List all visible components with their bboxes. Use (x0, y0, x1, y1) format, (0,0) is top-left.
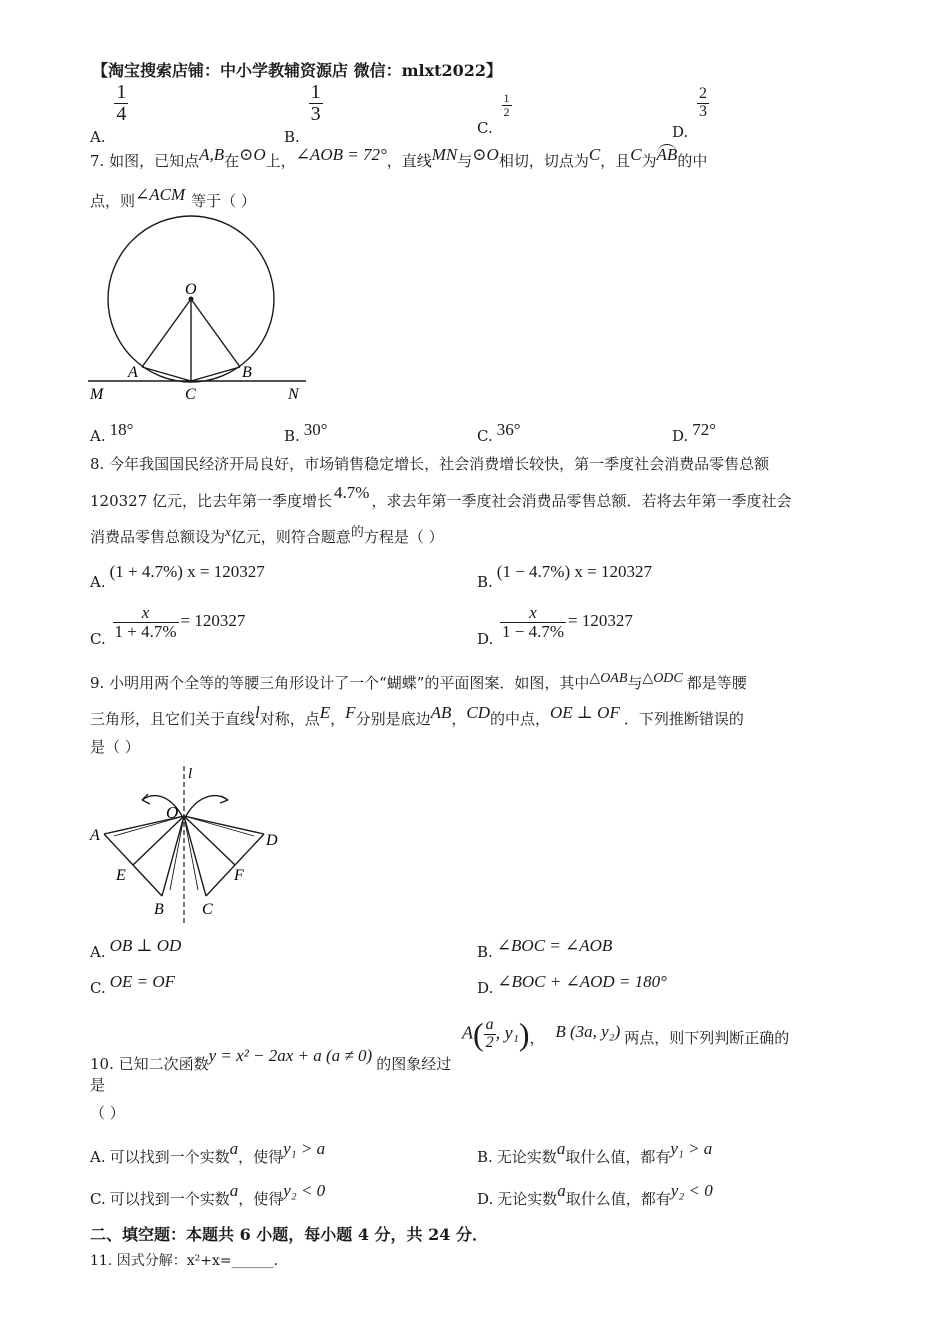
q9-label-a: A (90, 827, 100, 844)
q8-option-b: B.(1 − 4.7%) x = 120327 (477, 562, 652, 591)
q7-circle-figure (84, 215, 314, 410)
q9-label-f: F (234, 867, 244, 884)
q9-stem-line1: 9. 小明用两个全等的等腰三角形设计了一个“蝴蝶”的平面图案．如图，其中△OAB与△ODC 都是等腰 (90, 671, 747, 692)
q8-option-d: D. $\frac{x}{1 - 4.7\%}$ = 120327 (477, 603, 633, 649)
q7-label-c: C (185, 386, 196, 403)
q8-stem-line3: 消费品零售总额设为x亿元，则符合题意的方程是（ ） (90, 524, 444, 546)
q9-label-c: C (202, 901, 213, 918)
q7-stem-line1: 7. 如图，已知点A,B在⊙O上，∠AOB = 72°，直线MN与⊙O相切，切点为C，且C为AB的中 (90, 145, 708, 170)
q10-option-a: A. 可以找到一个实数a，使得y₁ > a (90, 1139, 326, 1166)
q7-label-b: B (242, 364, 252, 381)
q7-option-c: C. 36° (477, 420, 521, 445)
q7-stem-line2: 点，则∠ACM 等于（ ） (90, 185, 256, 210)
q9-option-b: B. ∠BOC = ∠AOB (477, 936, 613, 961)
q6-option-c: C. $\frac{1}{2}$ (477, 91, 510, 138)
q10-option-c: C. 可以找到一个实数a，使得y₂ < 0 (90, 1181, 326, 1208)
q7-label-n: N (288, 386, 299, 403)
q8-option-a: A.(1 + 4.7%) x = 120327 (90, 562, 265, 591)
q9-label-o: O (166, 803, 179, 822)
q9-option-c: C. OE = OF (90, 972, 176, 997)
q10-stem-line3: （ ） (90, 1104, 125, 1122)
q6-option-a: A. $\frac{1}{4}$ (90, 81, 127, 146)
q8-stem-line1: 8. 今年我国国民经济开局良好，市场销售稳定增长，社会消费增长较快，第一季度社会消费品零售总额 (90, 455, 770, 473)
q7-option-d: D. 72° (672, 420, 717, 445)
q7-option-b: B. 30° (284, 420, 328, 445)
q10-option-b: B. 无论实数a取什么值，都有y₁ > a (477, 1139, 713, 1166)
q9-label-d: D (266, 832, 278, 849)
q10-stem-line1: 10. 已知二次函数y = x² − 2ax + a (a ≠ 0) 的图象经过 A( $\frac{a}{2}$ , y₁)， B (3a, y₂) 两点，则下列判断正确的 (90, 1016, 790, 1073)
q9-stem-line3: 是（ ） (90, 738, 140, 756)
q9-butterfly-figure (84, 762, 294, 927)
q6-option-d: D. $\frac{2}{3}$ (672, 85, 708, 142)
q9-label-e: E (116, 867, 126, 884)
q7-label-o: O (185, 281, 197, 298)
q8-option-c: C. $\frac{x}{1 + 4.7\%}$ = 120327 (90, 603, 246, 649)
q11-stem: 11. 因式分解：x²+x=______． (90, 1253, 288, 1269)
q9-stem-line2: 三角形，且它们关于直线l对称，点E，F分别是底边AB，CD的中点，OE ⊥ OF ．下列推断错误的 (90, 703, 744, 728)
header-banner: 【淘宝搜索店铺：中小学教辅资源店 微信：mlxt2022】 (92, 61, 503, 80)
q9-label-b: B (154, 901, 164, 918)
q9-label-l: l (188, 766, 193, 782)
q6-option-b: B. $\frac{1}{3}$ (284, 81, 321, 146)
q8-stem-line2: 120327 亿元，比去年第一季度增长 4.7% ，求去年第一季度社会消费品零售总额．若将去年第一季度社会 (90, 483, 792, 510)
q7-label-a: A (128, 364, 138, 381)
q9-option-d: D. ∠BOC + ∠AOD = 180° (477, 972, 667, 997)
q7-label-m: M (90, 386, 104, 403)
q9-option-a: A. OB ⊥ OD (90, 936, 182, 961)
q10-option-d: D. 无论实数a取什么值，都有y₂ < 0 (477, 1181, 713, 1208)
q10-stem-line2: 是 (90, 1076, 106, 1094)
section-2-title: 二、填空题：本题共 6 小题，每小题 4 分，共 24 分． (90, 1225, 488, 1244)
q7-option-a: A. 18° (90, 420, 134, 445)
